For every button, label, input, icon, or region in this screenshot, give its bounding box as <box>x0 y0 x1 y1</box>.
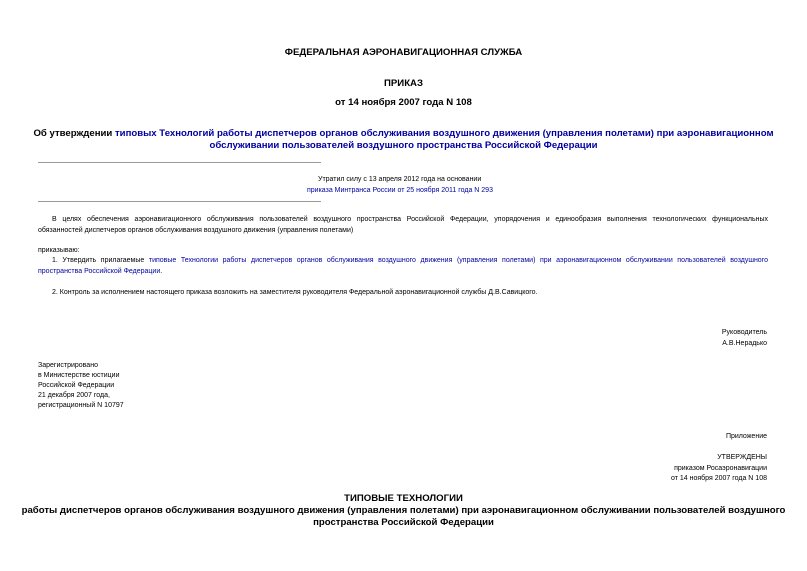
approved-by-order: приказом Росаэронавигации <box>674 465 767 472</box>
registration-line1: Зарегистрировано <box>38 362 98 369</box>
registration-line5: регистрационный N 10797 <box>38 402 124 409</box>
technologies-link-cont[interactable]: пространства Российской Федерации <box>38 267 161 275</box>
approved-date: от 14 ноября 2007 года N 108 <box>671 475 767 482</box>
subject-link-cont[interactable]: обслуживании пользователей воздушного пространства Российской Федерации <box>209 140 598 151</box>
lost-force-note: Утратил силу с 13 апреля 2012 года на основании <box>318 176 482 183</box>
signer-position: Руководитель <box>721 329 767 336</box>
order-word: приказываю: <box>38 247 80 254</box>
registration-block <box>38 361 124 411</box>
doc-date: от 14 ноября 2007 года N 108 <box>335 97 472 108</box>
signer-name: А.В.Нерадько <box>722 340 767 347</box>
subject-line2 <box>0 140 807 151</box>
intro-line2: обязанностей диспетчеров органов обслуживания воздушного движения (управления полетами) <box>38 226 354 234</box>
basis-order-link-wrap <box>307 186 493 196</box>
doc-type: ПРИКАЗ <box>384 78 423 89</box>
divider-top <box>38 162 321 163</box>
appendix-label: Приложение <box>725 433 767 440</box>
item2: 2. Контроль за исполнением настоящего приказа возложить на заместителя руководителя Федеральной аэронавигационной службы Д.В.Савицкого. <box>52 289 538 296</box>
technologies-subtitle-line1: работы диспетчеров органов обслуживания воздушного движения (управления полетами) при аэронавигационном обслуживании пользователей воздушного <box>21 505 786 516</box>
registration-line4: 21 декабря 2007 года, <box>38 392 110 399</box>
item1-line2 <box>38 267 162 278</box>
technologies-title: ТИПОВЫЕ ТЕХНОЛОГИИ <box>344 493 463 504</box>
item1-line1 <box>38 256 768 267</box>
subject-link[interactable]: типовых Технологий работы диспетчеров органов обслуживания воздушного движения (управления полетами) при аэронавигационном <box>114 128 774 139</box>
approved-label: УТВЕРЖДЕНЫ <box>717 454 767 461</box>
item1-prefix: 1. Утвердить прилагаемые <box>52 257 149 264</box>
agency-title: ФЕДЕРАЛЬНАЯ АЭРОНАВИГАЦИОННАЯ СЛУЖБА <box>284 47 523 58</box>
basis-order-link[interactable]: приказа Минтранса России от 25 ноября 2011 года N 293 <box>307 187 493 194</box>
registration-line3: Российской Федерации <box>38 382 115 389</box>
technologies-link[interactable]: типовые Технологии работы диспетчеров органов обслуживания воздушного движения (управления полетами) при аэронавигационном обслуживании пользователей воздушного <box>148 257 768 264</box>
item1-suffix: . <box>160 267 163 275</box>
registration-line2: в Министерстве юстиции <box>38 372 120 379</box>
technologies-subtitle-line2: пространства Российской Федерации <box>313 517 494 528</box>
subject-line1 <box>0 128 807 139</box>
intro-line1: В целях обеспечения аэронавигационного обслуживания пользователей воздушного пространства Российской Федерации, упорядочения и единообразия выполнения технологических функциональных <box>52 216 768 223</box>
subject-prefix: Об утверждении <box>33 128 115 139</box>
divider-bottom <box>38 201 321 202</box>
